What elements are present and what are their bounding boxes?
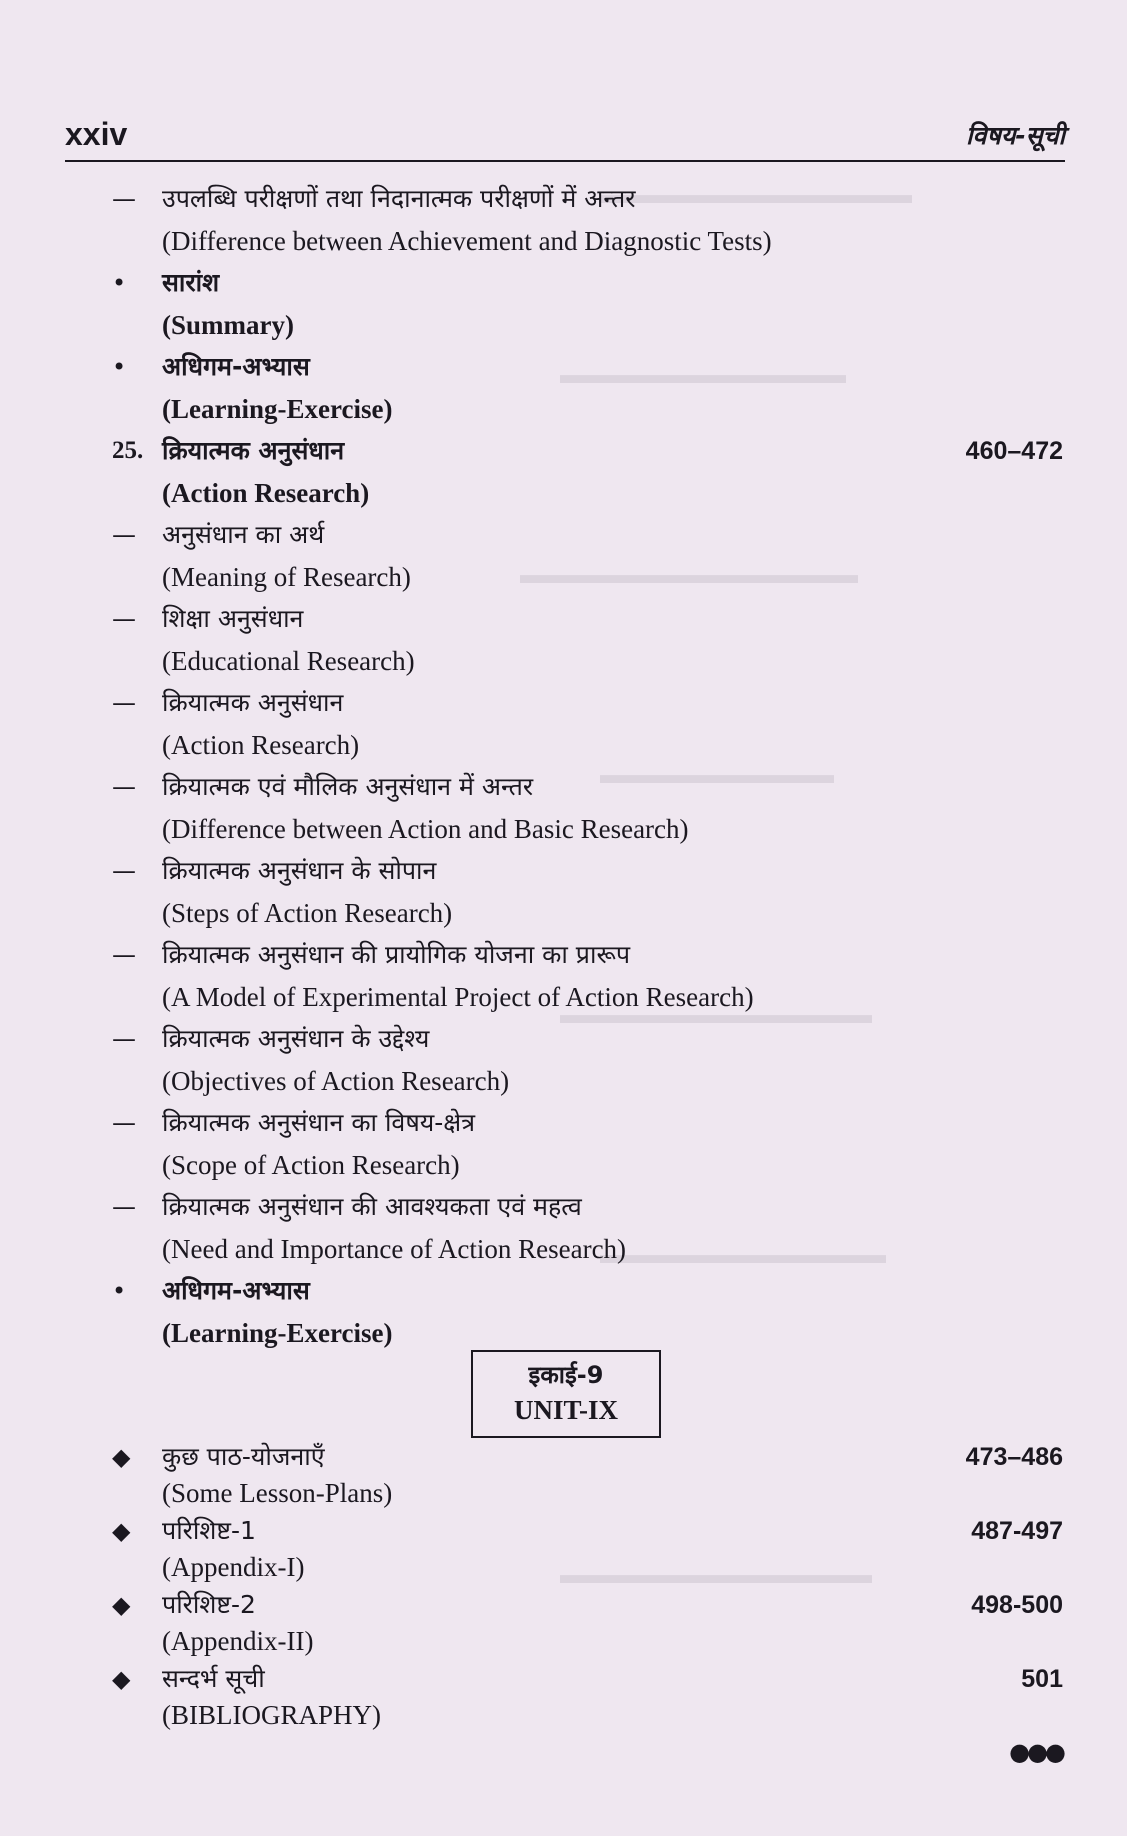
bleed-through-mark: ▬▬▬▬▬▬▬▬▬▬▬ bbox=[560, 360, 846, 389]
page-range: 487-497 bbox=[971, 1517, 1063, 1545]
entry-title-hindi: क्रियात्मक अनुसंधान bbox=[162, 688, 344, 717]
entry-title-english: (Difference between Action and Basic Research) bbox=[162, 814, 689, 844]
dash-marker: — bbox=[112, 521, 136, 549]
page-range: 460–472 bbox=[965, 437, 1063, 465]
bleed-through-mark: ▬▬▬▬▬▬▬▬▬▬▬ bbox=[600, 1240, 886, 1269]
bleed-through-mark: ▬▬▬▬▬▬▬▬▬▬▬▬ bbox=[560, 1560, 872, 1589]
dash-marker: — bbox=[112, 773, 136, 801]
entry-title-hindi: कुछ पाठ-योजनाएँ bbox=[162, 1442, 325, 1471]
entry-title-english: (Some Lesson-Plans) bbox=[162, 1478, 393, 1508]
entry-title-english: (Meaning of Research) bbox=[162, 562, 411, 592]
entry-title-english: (A Model of Experimental Project of Action Research) bbox=[162, 982, 754, 1012]
entry-title-english: (Difference between Achievement and Diagnostic Tests) bbox=[162, 226, 772, 256]
entry-title-hindi: शिक्षा अनुसंधान bbox=[162, 604, 304, 633]
dash-marker: — bbox=[112, 605, 136, 633]
header-rule bbox=[65, 160, 1065, 162]
unit-heading-hindi: इकाई-9 bbox=[528, 1361, 604, 1389]
entry-title-hindi: क्रियात्मक अनुसंधान के उद्देश्य bbox=[162, 1024, 430, 1053]
unit-heading-english: UNIT-IX bbox=[513, 1395, 619, 1425]
dash-marker: — bbox=[112, 689, 136, 717]
bleed-through-mark: ▬▬▬▬▬▬▬▬▬ bbox=[600, 760, 834, 789]
dash-marker: — bbox=[112, 185, 136, 213]
entry-title-hindi: परिशिष्ट-1 bbox=[162, 1516, 256, 1545]
page-range: 501 bbox=[1021, 1665, 1063, 1693]
entry-title-english: (Appendix-II) bbox=[162, 1626, 314, 1656]
dash-marker: — bbox=[112, 1025, 136, 1053]
dash-marker: — bbox=[112, 857, 136, 885]
entry-title-hindi: अनुसंधान का अर्थ bbox=[162, 520, 325, 549]
entry-title-english: (Educational Research) bbox=[162, 646, 415, 676]
diamond-bullet-icon: ◆ bbox=[112, 1517, 131, 1545]
entry-title-english: (Appendix-I) bbox=[162, 1552, 305, 1582]
entry-title-hindi: सन्दर्भ सूची bbox=[162, 1664, 265, 1693]
entry-title-hindi: क्रियात्मक एवं मौलिक अनुसंधान में अन्तर bbox=[162, 772, 534, 801]
entry-title-english: (Scope of Action Research) bbox=[162, 1150, 460, 1180]
diamond-bullet-icon: ◆ bbox=[112, 1665, 131, 1693]
diamond-bullet-icon: ◆ bbox=[112, 1443, 131, 1471]
bullet-marker: • bbox=[112, 269, 127, 297]
entry-title-english: (Action Research) bbox=[162, 478, 370, 508]
entry-title-hindi: क्रियात्मक अनुसंधान bbox=[162, 436, 345, 465]
dash-marker: — bbox=[112, 941, 136, 969]
entry-title-hindi: क्रियात्मक अनुसंधान के सोपान bbox=[162, 856, 437, 885]
entry-title-english: (Objectives of Action Research) bbox=[162, 1066, 510, 1096]
entry-title-hindi: अधिगम-अभ्यास bbox=[162, 352, 310, 381]
section-title: विषय-सूची bbox=[966, 121, 1065, 150]
bleed-through-mark: ▬▬▬▬▬▬▬▬▬▬▬▬ bbox=[560, 1000, 872, 1029]
entry-title-english: (Steps of Action Research) bbox=[162, 898, 453, 928]
bullet-marker: • bbox=[112, 1277, 127, 1305]
entry-title-hindi: सारांश bbox=[162, 268, 220, 297]
entry-title-english: (Need and Importance of Action Research) bbox=[162, 1234, 627, 1264]
entry-title-hindi: अधिगम-अभ्यास bbox=[162, 1276, 310, 1305]
entry-title-hindi: परिशिष्ट-2 bbox=[162, 1590, 256, 1619]
diamond-bullet-icon: ◆ bbox=[112, 1591, 131, 1619]
page-range: 498-500 bbox=[971, 1591, 1063, 1619]
entry-title-hindi: क्रियात्मक अनुसंधान की आवश्यकता एवं महत्व bbox=[162, 1192, 582, 1221]
entry-title-english: (BIBLIOGRAPHY) bbox=[162, 1700, 381, 1730]
dash-marker: — bbox=[112, 1193, 136, 1221]
page-range: 473–486 bbox=[965, 1443, 1063, 1471]
entry-title-hindi: क्रियात्मक अनुसंधान का विषय-क्षेत्र bbox=[162, 1108, 476, 1137]
entry-title-english: (Learning-Exercise) bbox=[162, 394, 393, 424]
page-header bbox=[65, 112, 1065, 160]
dash-marker: — bbox=[112, 1109, 136, 1137]
entry-title-english: (Summary) bbox=[162, 310, 294, 340]
unit-heading-box bbox=[471, 1350, 661, 1438]
end-ornament: ●●● bbox=[1009, 1738, 1063, 1766]
entry-title-english: (Learning-Exercise) bbox=[162, 1318, 393, 1348]
entry-title-english: (Action Research) bbox=[162, 730, 360, 760]
entry-title-hindi: क्रियात्मक अनुसंधान की प्रायोगिक योजना का प्रारूप bbox=[162, 940, 631, 969]
bullet-marker: • bbox=[112, 353, 127, 381]
bleed-through-mark: ▬▬▬▬▬▬▬▬▬▬▬▬ bbox=[600, 180, 912, 209]
entry-title-hindi: उपलब्धि परीक्षणों तथा निदानात्मक परीक्षणों में अन्तर bbox=[162, 184, 636, 213]
chapter-number: 25. bbox=[112, 437, 144, 464]
page-number: xxiv bbox=[65, 116, 128, 152]
bleed-through-mark: ▬▬▬▬▬▬▬▬▬▬▬▬▬ bbox=[520, 560, 858, 589]
